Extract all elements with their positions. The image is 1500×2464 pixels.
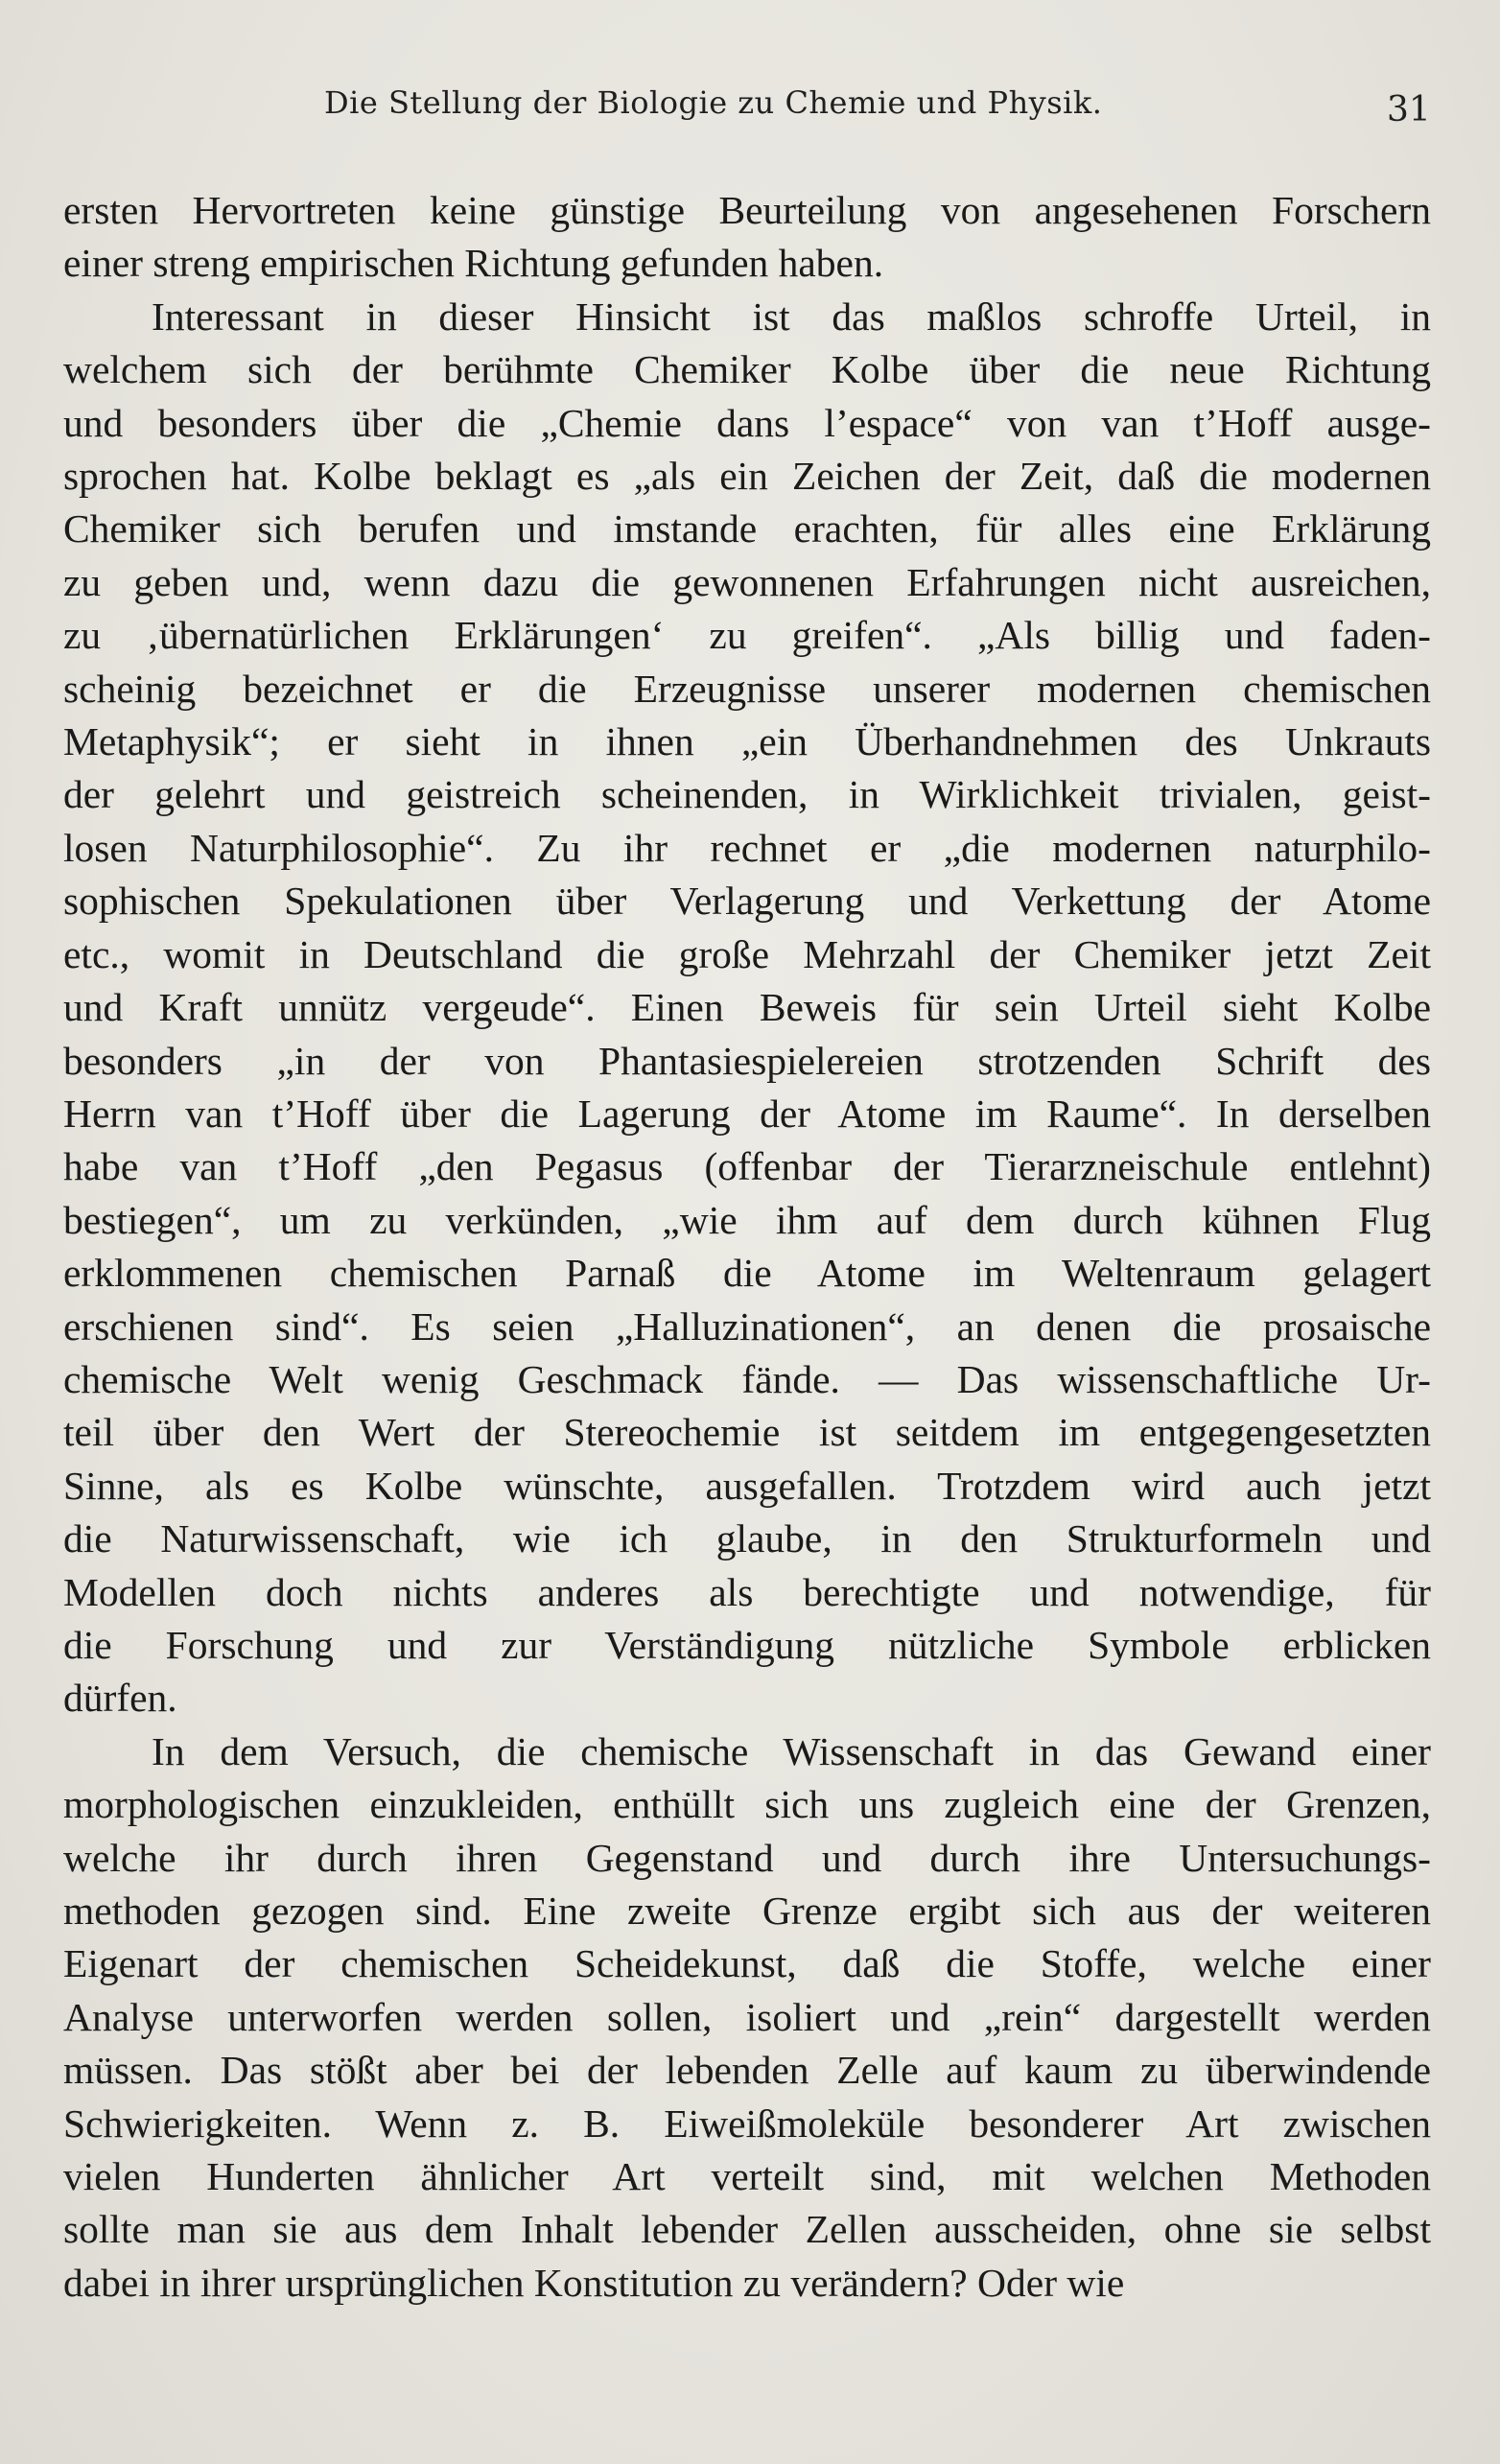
text-line: und Kraft unnütz vergeude“. Einen Beweis für sein Urteil sieht Kolbe (63, 985, 1431, 1030)
text-line: Metaphysik“; er sieht in ihnen „ein Überhandnehmen des Unkrauts (63, 719, 1431, 764)
text-line: die Forschung und zur Verständigung nützliche Symbole erblicken (63, 1622, 1431, 1667)
text-line: und besonders über die „Chemie dans l’espace“ von van t’Hoff ausge- (63, 400, 1431, 445)
text-line: dabei in ihrer ursprünglichen Konstitution zu verändern? Oder wie (63, 2260, 1125, 2305)
text-line: welche ihr durch ihren Gegenstand und durch ihre Untersuchungs- (63, 1835, 1431, 1880)
text-line: besonders „in der von Phantasiespielereien strotzenden Schrift des (63, 1038, 1431, 1083)
text-line: dürfen. (63, 1676, 177, 1721)
text-line: Sinne, als es Kolbe wünschte, ausgefallen. Trotzdem wird auch jetzt (63, 1463, 1431, 1508)
text-line: sollte man sie aus dem Inhalt lebender Zellen ausscheiden, ohne sie selbst (63, 2207, 1431, 2252)
text-line: vielen Hunderten ähnlicher Art verteilt sind, mit welchen Methoden (63, 2154, 1431, 2199)
text-line: teil über den Wert der Stereochemie ist seitdem im entgegengesetzten (63, 1410, 1431, 1455)
text-line: die Naturwissenschaft, wie ich glaube, in den Strukturformeln und (63, 1516, 1431, 1561)
paragraph (63, 1725, 1431, 2310)
text-line: In dem Versuch, die chemische Wissenschaft in das Gewand einer (152, 1728, 1431, 1773)
body-text (63, 184, 1431, 2310)
text-line: Chemiker sich berufen und imstande erachten, für alles eine Erklärung (63, 506, 1431, 551)
text-line: erschienen sind“. Es seien „Halluzinationen“, an denen die prosaische (63, 1303, 1431, 1349)
text-line: etc., womit in Deutschland die große Mehrzahl der Chemiker jetzt Zeit (63, 931, 1431, 976)
text-line: Herrn van t’Hoff über die Lagerung der Atome im Raume“. In derselben (63, 1091, 1431, 1136)
text-line: zu geben und, wenn dazu die gewonnenen Erfahrungen nicht ausreichen, (63, 559, 1431, 604)
text-line: müssen. Das stößt aber bei der lebenden Zelle auf kaum zu überwindende (63, 2048, 1431, 2093)
text-line: Analyse unterworfen werden sollen, isoliert und „rein“ dargestellt werden (63, 1994, 1431, 2039)
text-line: morphologischen einzukleiden, enthüllt sich uns zugleich eine der Grenzen, (63, 1782, 1431, 1827)
text-line: zu ‚übernatürlichen Erklärungen‘ zu greifen“. „Als billig und faden- (63, 613, 1431, 658)
text-line: der gelehrt und geistreich scheinenden, in Wirklichkeit trivialen, geist- (63, 772, 1431, 817)
text-line: Eigenart der chemischen Scheidekunst, daß die Stoffe, welche einer (63, 1941, 1431, 1986)
text-line: einer streng empirischen Richtung gefunden haben. (63, 241, 884, 286)
text-line: losen Naturphilosophie“. Zu ihr rechnet er „die modernen naturphilo- (63, 825, 1431, 870)
text-line: sophischen Spekulationen über Verlagerung und Verkettung der Atome (63, 879, 1431, 924)
text-line: erklommenen chemischen Parnaß die Atome im Weltenraum gelagert (63, 1251, 1431, 1296)
text-line: sprochen hat. Kolbe beklagt es „als ein Zeichen der Zeit, daß die modernen (63, 454, 1431, 499)
text-line: Schwierigkeiten. Wenn z. B. Eiweißmoleküle besonderer Art zwischen (63, 2100, 1431, 2146)
text-line: Modellen doch nichts anderes als berechtigte und notwendige, für (63, 1569, 1431, 1614)
running-title: Die Stellung der Biologie zu Chemie und Physik. (324, 84, 1103, 121)
text-line: methoden gezogen sind. Eine zweite Grenze ergibt sich aus der weiteren (63, 1889, 1431, 1933)
text-line: ersten Hervortreten keine günstige Beurteilung von angesehenen Forschern (63, 188, 1431, 232)
text-line: Interessant in dieser Hinsicht ist das maßlos schroffe Urteil, in (152, 293, 1431, 339)
text-line: bestiegen“, um zu verkünden, „wie ihm auf dem durch kühnen Flug (63, 1197, 1431, 1242)
page-number: 31 (1387, 90, 1431, 129)
paragraph (63, 291, 1431, 1725)
text-line: welchem sich der berühmte Chemiker Kolbe über die neue Richtung (63, 347, 1431, 392)
text-line: chemische Welt wenig Geschmack fände. — Das wissenschaftliche Ur- (63, 1356, 1431, 1401)
text-line: scheinig bezeichnet er die Erzeugnisse unserer modernen chemischen (63, 666, 1431, 711)
text-line: habe van t’Hoff „den Pegasus (offenbar der Tierarzneischule entlehnt) (63, 1144, 1431, 1189)
paragraph (63, 184, 1431, 291)
